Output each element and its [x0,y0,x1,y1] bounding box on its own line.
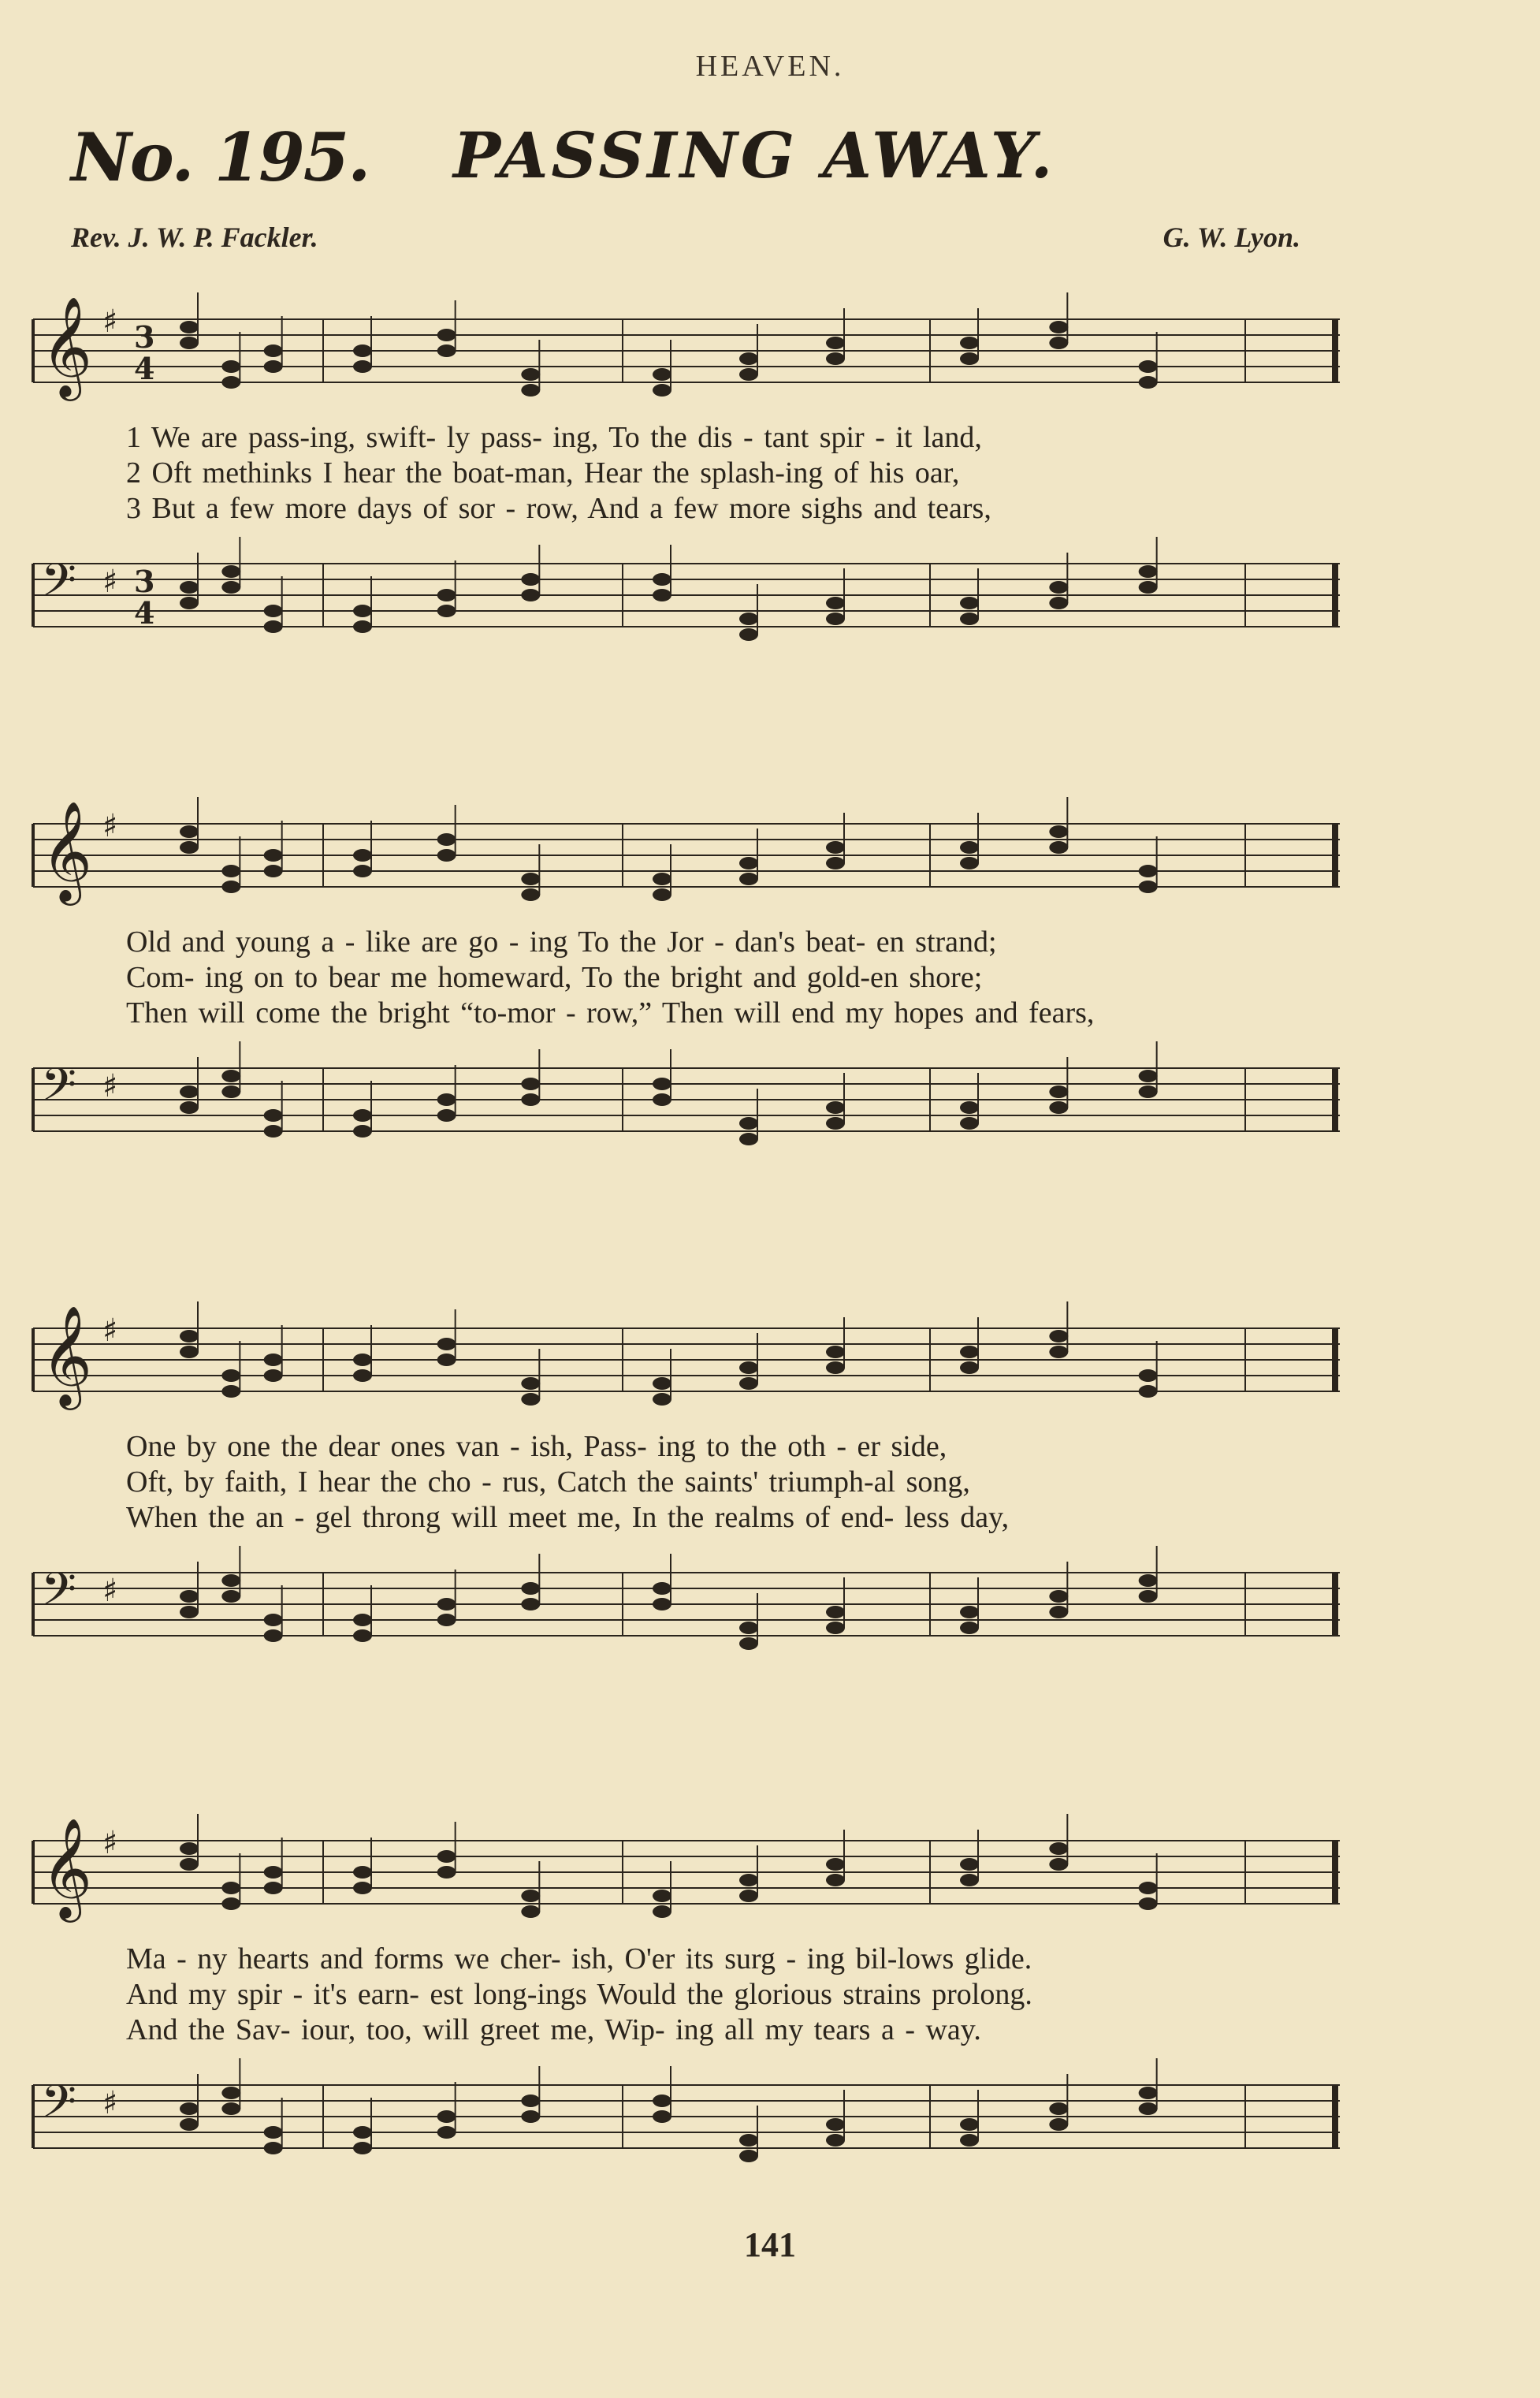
notehead-icon [180,2118,199,2131]
notehead-icon [826,1858,845,1871]
lyrics-block [126,420,1344,527]
notehead-icon [180,1590,199,1603]
notehead-icon [221,1369,240,1382]
notehead-icon [1139,1574,1158,1587]
notehead-icon [1049,581,1068,594]
music-system-2 [24,784,1340,1179]
final-bar-line [1332,1841,1338,1904]
notehead-icon [653,368,671,381]
notehead-icon [653,573,671,586]
notehead-icon [739,628,758,641]
notehead-icon [739,352,758,365]
notehead-icon [826,1622,845,1634]
notehead-icon [221,881,240,893]
treble-staff [24,1289,1340,1427]
notehead-icon [960,1622,979,1634]
notehead-icon [264,2142,283,2154]
notehead-icon [739,1890,758,1902]
notehead-icon [437,1598,456,1610]
notehead-icon [1049,337,1068,349]
notehead-icon [521,589,540,601]
notehead-icon [960,1874,979,1886]
key-signature-sharp-icon: ♯ [102,2085,118,2121]
lyric-verse-1: One by one the dear ones van - ish, Pass- ing to the oth - er side, [126,1430,947,1463]
key-signature-sharp-icon: ♯ [102,564,118,600]
hymn-title: PASSING AWAY. [453,118,1056,192]
notehead-icon [180,1842,199,1855]
notehead-icon [1139,881,1158,893]
notehead-icon [353,1109,372,1122]
notehead-icon [1139,1590,1158,1603]
notehead-icon [739,873,758,885]
key-signature-sharp-icon: ♯ [102,1313,118,1349]
notehead-icon [960,613,979,625]
notehead-icon [521,1393,540,1406]
notehead-icon [1049,321,1068,333]
notehead-icon [826,337,845,349]
notehead-icon [264,360,283,373]
notehead-icon [739,613,758,625]
notehead-icon [264,1354,283,1366]
notehead-icon [353,605,372,617]
notehead-icon [1049,597,1068,609]
notehead-icon [264,1866,283,1879]
notehead-icon [180,1085,199,1098]
notehead-icon [221,2087,240,2099]
bass-clef-icon: 𝄢 [41,553,77,618]
key-signature-sharp-icon: ♯ [102,1825,118,1861]
treble-staff [24,1801,1340,1939]
notehead-icon [180,841,199,854]
notehead-icon [521,1582,540,1595]
notehead-icon [264,1629,283,1642]
notehead-icon [521,888,540,901]
notehead-icon [653,888,671,901]
notehead-icon [960,857,979,869]
lyric-verse-3: And the Sav- iour, too, will greet me, Wip- ing all my tears a - way. [126,2013,981,2046]
notehead-icon [826,1117,845,1130]
notehead-icon [180,1606,199,1618]
lyric-verse-3: Then will come the bright “to-mor - row,” Then will end my hopes and fears, [126,996,1095,1030]
notehead-icon [826,1101,845,1114]
lyric-verse-1: Old and young a - like are go - ing To the Jor - dan's beat- en strand; [126,925,997,959]
notehead-icon [1049,1606,1068,1618]
notehead-icon [826,1346,845,1358]
notehead-icon [521,2095,540,2107]
notehead-icon [1139,1085,1158,1098]
notehead-icon [739,857,758,869]
notehead-icon [353,2142,372,2154]
notehead-icon [221,1897,240,1910]
notehead-icon [353,620,372,633]
notehead-icon [437,1338,456,1350]
notehead-icon [353,1125,372,1138]
notehead-icon [180,825,199,838]
notehead-icon [1049,1330,1068,1342]
notehead-icon [739,1874,758,1886]
key-signature-sharp-icon: ♯ [102,303,118,340]
notehead-icon [739,1133,758,1145]
time-signature-icon: 4 [134,351,155,386]
notehead-icon [221,581,240,594]
notehead-icon [653,1890,671,1902]
notehead-icon [353,1629,372,1642]
notehead-icon [521,384,540,397]
notehead-icon [264,605,283,617]
treble-clef-icon: 𝄞 [41,800,93,901]
notehead-icon [739,368,758,381]
notehead-icon [264,1882,283,1894]
notehead-icon [353,1614,372,1626]
notehead-icon [221,360,240,373]
notehead-icon [826,352,845,365]
notehead-icon [826,857,845,869]
final-bar-line [1332,319,1338,382]
notehead-icon [180,1346,199,1358]
notehead-icon [180,1858,199,1871]
notehead-icon [521,368,540,381]
notehead-icon [353,849,372,862]
notehead-icon [1139,2087,1158,2099]
notehead-icon [653,1078,671,1090]
music-system-4 [24,1801,1340,2195]
notehead-icon [1139,376,1158,389]
notehead-icon [1049,841,1068,854]
notehead-icon [221,376,240,389]
notehead-icon [653,1377,671,1390]
notehead-icon [739,2150,758,2162]
bass-staff [24,524,1340,662]
notehead-icon [1049,825,1068,838]
final-bar-line [1332,564,1338,627]
lyric-verse-1: 1 We are pass-ing, swift- ly pass- ing, To the dis - tant spir - it land, [126,421,982,454]
notehead-icon [264,1109,283,1122]
key-signature-sharp-icon: ♯ [102,1068,118,1104]
notehead-icon [653,1905,671,1918]
lyrics-block [126,1942,1344,2048]
notehead-icon [353,2126,372,2139]
notehead-icon [353,344,372,357]
notehead-icon [960,1346,979,1358]
notehead-icon [1049,2102,1068,2115]
notehead-icon [826,1874,845,1886]
treble-clef-icon: 𝄞 [41,296,93,397]
section-heading: HEAVEN. [695,50,845,83]
final-bar-line [1332,1068,1338,1131]
notehead-icon [1049,1858,1068,1871]
notehead-icon [437,2126,456,2139]
bass-staff [24,1533,1340,1671]
notehead-icon [653,1582,671,1595]
bass-clef-icon: 𝄢 [41,1058,77,1123]
lyric-verse-2: Com- ing on to bear me homeward, To the bright and gold-en shore; [126,961,983,994]
notehead-icon [739,1361,758,1374]
lyric-verse-2: 2 Oft methinks I hear the boat-man, Hear the splash-ing of his oar, [126,456,960,490]
notehead-icon [960,1101,979,1114]
notehead-icon [180,337,199,349]
notehead-icon [1139,565,1158,578]
notehead-icon [180,1330,199,1342]
notehead-icon [1139,1882,1158,1894]
notehead-icon [653,2095,671,2107]
notehead-icon [353,865,372,877]
notehead-icon [653,1093,671,1106]
bass-staff [24,1029,1340,1167]
treble-staff [24,280,1340,418]
notehead-icon [1139,1385,1158,1398]
lyric-verse-1: Ma - ny hearts and forms we cher- ish, O'er its surg - ing bil-lows glide. [126,1942,1032,1975]
notehead-icon [739,1117,758,1130]
notehead-icon [521,1905,540,1918]
notehead-icon [960,2134,979,2147]
notehead-icon [437,1354,456,1366]
notehead-icon [960,1361,979,1374]
notehead-icon [826,1606,845,1618]
notehead-icon [1049,2118,1068,2131]
notehead-icon [437,329,456,341]
notehead-icon [221,1085,240,1098]
final-bar-line [1332,2085,1338,2148]
time-signature-icon: 3 [134,319,155,355]
notehead-icon [264,1614,283,1626]
notehead-icon [960,352,979,365]
lyric-verse-2: And my spir - it's earn- est long-ings Would the glorious strains prolong. [126,1978,1032,2011]
notehead-icon [437,2110,456,2123]
notehead-icon [960,2118,979,2131]
notehead-icon [739,1622,758,1634]
notehead-icon [353,360,372,373]
notehead-icon [739,2134,758,2147]
notehead-icon [180,2102,199,2115]
notehead-icon [739,1377,758,1390]
notehead-icon [180,1101,199,1114]
final-bar-line [1332,824,1338,887]
notehead-icon [960,841,979,854]
lyric-verse-3: When the an - gel throng will meet me, In the realms of end- less day, [126,1501,1010,1534]
notehead-icon [221,1882,240,1894]
notehead-icon [221,1070,240,1082]
lyricist-credit: Rev. J. W. P. Fackler. [71,222,318,253]
notehead-icon [264,849,283,862]
lyric-verse-2: Oft, by faith, I hear the cho - rus, Catch the saints' triumph-al song, [126,1465,970,1499]
notehead-icon [437,1109,456,1122]
notehead-icon [653,873,671,885]
notehead-icon [826,841,845,854]
notehead-icon [521,1377,540,1390]
bass-staff [24,2046,1340,2184]
bass-clef-icon: 𝄢 [41,1562,77,1627]
notehead-icon [264,2126,283,2139]
composer-credit: G. W. Lyon. [1162,222,1300,253]
notehead-icon [653,1393,671,1406]
notehead-icon [221,865,240,877]
notehead-icon [1049,1590,1068,1603]
notehead-icon [1139,1070,1158,1082]
notehead-icon [437,1614,456,1626]
treble-staff [24,784,1340,922]
notehead-icon [826,597,845,609]
bass-clef-icon: 𝄢 [41,2075,77,2139]
hymn-number: No. 195. [71,118,370,196]
key-signature-sharp-icon: ♯ [102,808,118,844]
notehead-icon [264,1125,283,1138]
final-bar-line [1332,1573,1338,1636]
notehead-icon [353,1369,372,1382]
notehead-icon [221,565,240,578]
notehead-icon [960,1606,979,1618]
notehead-icon [653,589,671,601]
notehead-icon [353,1882,372,1894]
notehead-icon [521,1890,540,1902]
notehead-icon [1139,360,1158,373]
notehead-icon [826,2134,845,2147]
notehead-icon [437,1850,456,1863]
notehead-icon [437,833,456,846]
page-number: 141 [744,2225,796,2264]
time-signature-icon: 4 [134,595,155,631]
notehead-icon [437,605,456,617]
notehead-icon [1049,1101,1068,1114]
notehead-icon [960,337,979,349]
notehead-icon [264,620,283,633]
time-signature-icon: 3 [134,564,155,599]
notehead-icon [1139,865,1158,877]
notehead-icon [653,1598,671,1610]
notehead-icon [521,1598,540,1610]
notehead-icon [1139,1897,1158,1910]
notehead-icon [826,1361,845,1374]
notehead-icon [826,2118,845,2131]
lyrics-block [126,1429,1344,1536]
notehead-icon [180,321,199,333]
notehead-icon [1139,581,1158,594]
notehead-icon [1049,1842,1068,1855]
key-signature-sharp-icon: ♯ [102,1573,118,1609]
notehead-icon [264,865,283,877]
notehead-icon [180,597,199,609]
notehead-icon [221,1590,240,1603]
notehead-icon [1139,1369,1158,1382]
notehead-icon [221,1385,240,1398]
notehead-icon [1139,2102,1158,2115]
notehead-icon [521,873,540,885]
notehead-icon [960,597,979,609]
notehead-icon [180,581,199,594]
notehead-icon [353,1354,372,1366]
notehead-icon [353,1866,372,1879]
notehead-icon [264,1369,283,1382]
final-bar-line [1332,1328,1338,1391]
notehead-icon [437,1093,456,1106]
notehead-icon [521,573,540,586]
notehead-icon [221,2102,240,2115]
notehead-icon [521,1078,540,1090]
treble-clef-icon: 𝄞 [41,1817,93,1918]
notehead-icon [437,344,456,357]
notehead-icon [264,344,283,357]
notehead-icon [437,1866,456,1879]
notehead-icon [826,613,845,625]
notehead-icon [960,1858,979,1871]
lyrics-block [126,925,1344,1031]
notehead-icon [437,589,456,601]
notehead-icon [739,1637,758,1650]
notehead-icon [437,849,456,862]
treble-clef-icon: 𝄞 [41,1305,93,1406]
notehead-icon [221,1574,240,1587]
notehead-icon [1049,1346,1068,1358]
notehead-icon [521,1093,540,1106]
notehead-icon [960,1117,979,1130]
notehead-icon [653,2110,671,2123]
lyric-verse-3: 3 But a few more days of sor - row, And a few more sighs and tears, [126,492,991,525]
notehead-icon [1049,1085,1068,1098]
notehead-icon [653,384,671,397]
music-system-3 [24,1289,1340,1683]
notehead-icon [521,2110,540,2123]
music-system-1 [24,280,1340,674]
